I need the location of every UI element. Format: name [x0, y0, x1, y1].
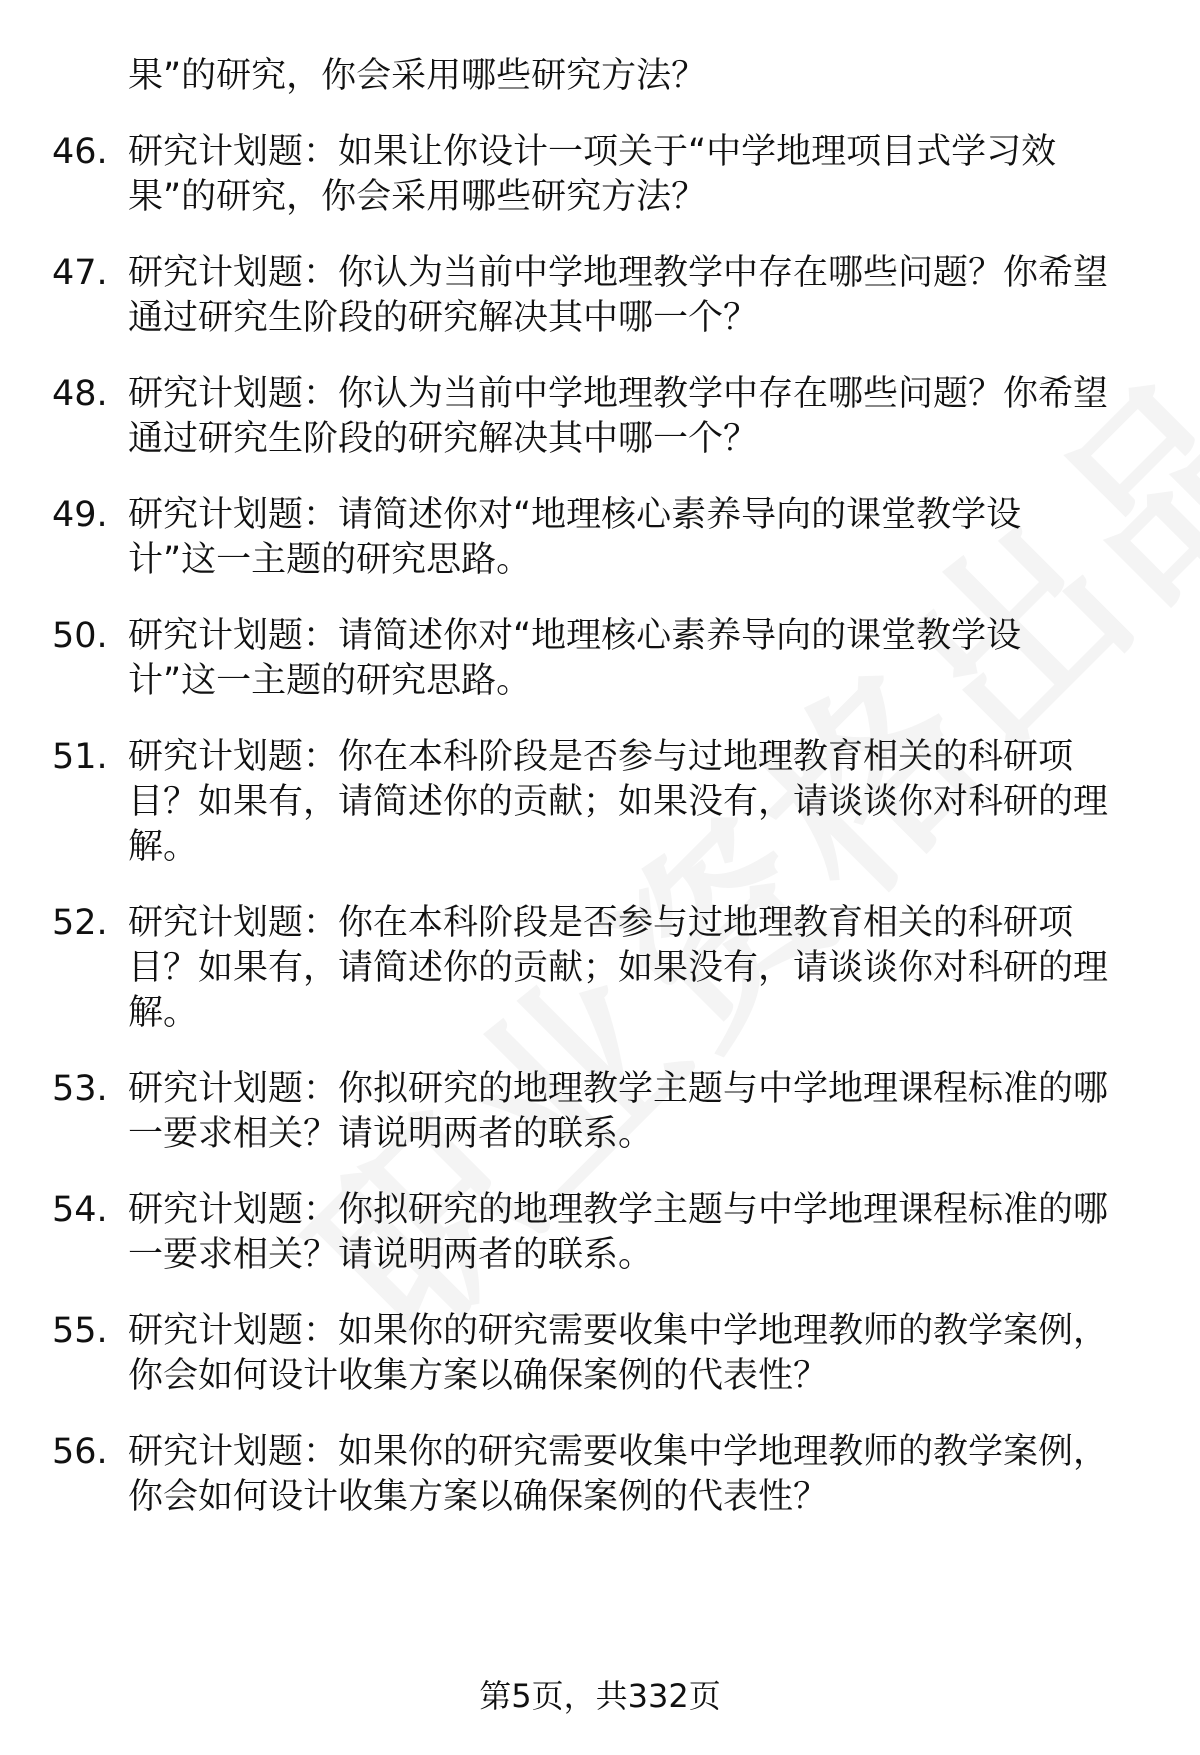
question-text-line: 研究计划题：你拟研究的地理教学主题与中学地理课程标准的哪	[128, 1190, 1109, 1230]
question-text-line: 解。	[128, 993, 199, 1033]
question-number: 52.	[52, 903, 108, 943]
question-number: 54.	[52, 1190, 108, 1230]
question-text-line: 解。	[128, 827, 199, 867]
continuation-line: 果”的研究，你会采用哪些研究方法？	[128, 56, 707, 96]
question-number: 47.	[52, 253, 108, 293]
question-text-line: 目？如果有，请简述你的贡献；如果没有，请谈谈你对科研的理	[128, 782, 1109, 822]
question-text-line: 通过研究生阶段的研究解决其中哪一个？	[128, 298, 759, 338]
question-text-line: 研究计划题：如果你的研究需要收集中学地理教师的教学案例，	[128, 1432, 1109, 1472]
question-text-line: 计”这一主题的研究思路。	[128, 540, 532, 580]
question-text-line: 研究计划题：请简述你对“地理核心素养导向的课堂教学设	[128, 616, 1022, 656]
page-number-footer: 第5页，共332页	[479, 1677, 721, 1715]
question-text-line: 计”这一主题的研究思路。	[128, 661, 532, 701]
question-text-line: 研究计划题：你在本科阶段是否参与过地理教育相关的科研项	[128, 737, 1074, 777]
question-text-line: 研究计划题：你认为当前中学地理教学中存在哪些问题？你希望	[128, 253, 1109, 293]
question-text-line: 你会如何设计收集方案以确保案例的代表性？	[128, 1477, 829, 1517]
question-text-line: 一要求相关？请说明两者的联系。	[128, 1114, 654, 1154]
question-text-line: 果”的研究，你会采用哪些研究方法？	[128, 177, 707, 217]
question-number: 49.	[52, 495, 108, 535]
question-number: 46.	[52, 132, 108, 172]
question-text-line: 研究计划题：你拟研究的地理教学主题与中学地理课程标准的哪	[128, 1069, 1109, 1109]
question-number: 48.	[52, 374, 108, 414]
question-text-line: 一要求相关？请说明两者的联系。	[128, 1235, 654, 1275]
question-text-line: 目？如果有，请简述你的贡献；如果没有，请谈谈你对科研的理	[128, 948, 1109, 988]
question-text-line: 研究计划题：你认为当前中学地理教学中存在哪些问题？你希望	[128, 374, 1109, 414]
question-text-line: 通过研究生阶段的研究解决其中哪一个？	[128, 419, 759, 459]
question-text-line: 研究计划题：如果你的研究需要收集中学地理教师的教学案例，	[128, 1311, 1109, 1351]
question-number: 53.	[52, 1069, 108, 1109]
question-number: 51.	[52, 737, 108, 777]
question-text-line: 研究计划题：请简述你对“地理核心素养导向的课堂教学设	[128, 495, 1022, 535]
question-text-line: 你会如何设计收集方案以确保案例的代表性？	[128, 1356, 829, 1396]
question-number: 55.	[52, 1311, 108, 1351]
question-text-line: 研究计划题：如果让你设计一项关于“中学地理项目式学习效	[128, 132, 1057, 172]
question-text-line: 研究计划题：你在本科阶段是否参与过地理教育相关的科研项	[128, 903, 1074, 943]
question-number: 50.	[52, 616, 108, 656]
question-number: 56.	[52, 1432, 108, 1472]
